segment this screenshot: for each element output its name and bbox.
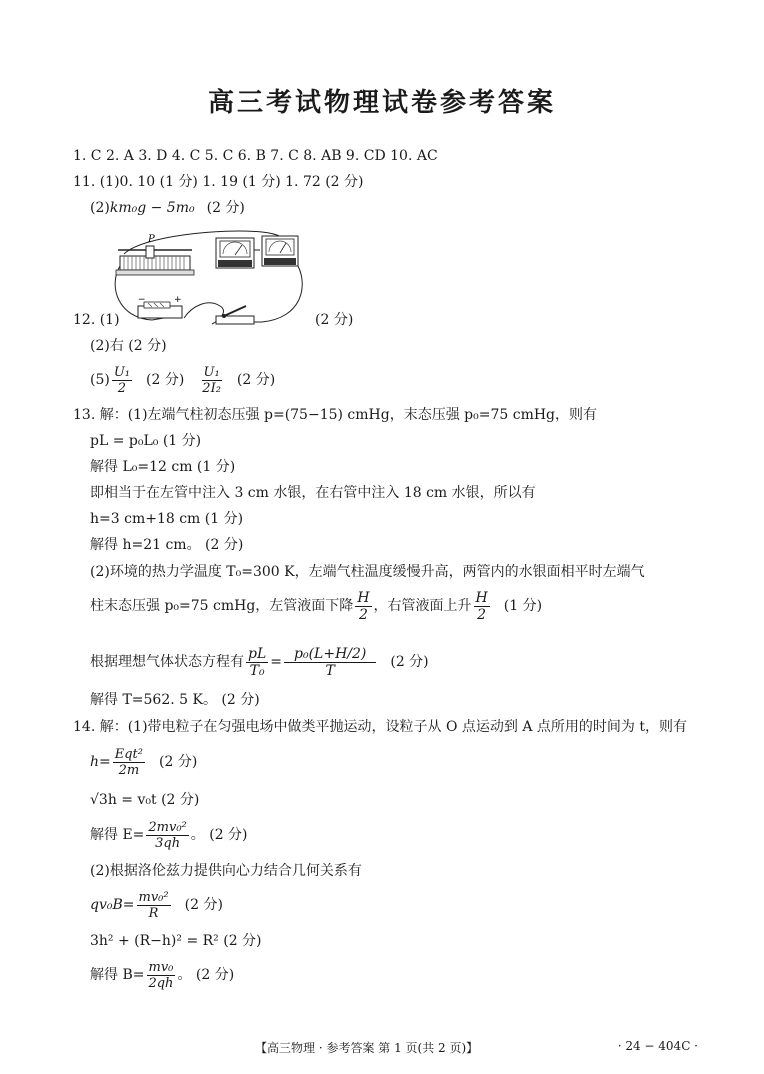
q14-line2 (90, 742, 197, 782)
q13-line5: h=3 cm+18 cm (1 分) (90, 511, 244, 527)
q14-line2-fraction: $\frac{\text{Eqt²}}{2m}$ (114, 746, 143, 778)
q13-line1: 13. 解：(1)左端气柱初态压强 p=(75−15) cmHg，末态压强 p₀=75 cmHg，则有 (73, 407, 598, 423)
q13-line9-prefix: 根据理想气体状态方程有 (90, 654, 244, 670)
q14-line4-prefix: 解得 E= (90, 827, 145, 843)
q14-line6 (90, 885, 223, 925)
q13-line8-text-a: 柱末态压强 p₀=75 cmHg，左管液面下降 (90, 598, 354, 614)
q13-line9-equals: = (270, 654, 282, 670)
q14-line3: √3h = v₀t (2 分) (90, 792, 200, 808)
q14-line8 (90, 955, 234, 995)
q13-line9-fraction2: $\frac{\text{p₀(L+H/2)}}{T}$ (284, 646, 376, 679)
q14-line2-score: (2 分) (159, 754, 198, 770)
q13-line2: pL = p₀L₀ (1 分) (90, 433, 202, 449)
page-title: 高三考试物理试卷参考答案 (207, 88, 556, 118)
q12-part5-score2: (2 分) (236, 372, 276, 388)
q14-line6-prefix: qv₀B= (90, 897, 135, 913)
q13-line8-score: (1 分) (503, 598, 543, 614)
q13-line8-text-b: ，右管液面上升 (373, 598, 472, 614)
q14-line4 (90, 815, 248, 855)
circuit-label-p: P (148, 234, 155, 245)
q14-line2-prefix: h= (90, 754, 111, 770)
q12-part5-score1: (2 分) (146, 372, 185, 388)
q12-part5-prefix: (5) (90, 372, 110, 388)
q11-part2 (90, 198, 245, 218)
q13-line9-fraction1: $\frac{pL}{\text{T₀}}$ (248, 645, 267, 679)
q12-part5-fraction1: $\frac{\text{U₁}}{2}$ (113, 364, 131, 396)
q13-line9-score: (2 分) (390, 654, 429, 670)
q14-line6-fraction: $\frac{\text{mv₀²}}{R}$ (138, 889, 169, 921)
battery-minus-label: − (138, 295, 146, 305)
q14-line8-fraction: $\frac{\text{mv₀}}{2qh}$ (148, 959, 174, 991)
voltmeter-icon (262, 236, 298, 266)
q12-part2: (2)右 (2 分) (90, 338, 167, 354)
q11-part1: 11. (1)0. 10 (1 分) 1. 19 (1 分) 1. 72 (2 分) (73, 174, 364, 190)
q13-line4: 即相当于在左管中注入 3 cm 水银，在右管中注入 18 cm 水银，所以有 (90, 485, 536, 501)
rheostat-icon (116, 246, 194, 275)
page-footer (0, 1039, 764, 1059)
q11-part2-score: (2 分) (206, 200, 245, 216)
q13-line8-fraction-h1: $\frac{H}{2}$ (357, 589, 370, 623)
q12-part5-fraction2: $\frac{\text{U₁}}{\text{2I₂}}$ (202, 364, 221, 396)
q14-line8-score: 。 (2 分) (177, 967, 235, 983)
q13-line9 (90, 640, 429, 684)
battery-plus-label: + (174, 295, 182, 305)
circuit-diagram (112, 226, 308, 330)
q12-part1 (73, 310, 120, 330)
q14-line4-fraction: $\frac{\text{2mv₀²}}{3qh}$ (148, 819, 187, 851)
footer-code: · 24 − 404C · (617, 1039, 698, 1053)
q14-line5: (2)根据洛伦兹力提供向心力结合几何关系有 (90, 863, 362, 879)
q14-line7: 3h² + (R−h)² = R² (2 分) (90, 933, 262, 949)
q13-line6: 解得 h=21 cm。 (2 分) (90, 537, 244, 553)
footer-page-info: 【高三物理 · 参考答案 第 1 页(共 2 页)】 (255, 1041, 479, 1055)
q13-line8 (90, 586, 542, 626)
q13-line3: 解得 L₀=12 cm (1 分) (90, 459, 236, 475)
q13-line10: 解得 T=562. 5 K。 (2 分) (90, 692, 260, 708)
switch-icon (216, 306, 254, 324)
ammeter-icon (216, 238, 254, 268)
q14-line4-score: 。 (2 分) (190, 827, 248, 843)
q13-line8-fraction-h2: $\frac{H}{2}$ (475, 589, 488, 623)
choice-answers: 1. C 2. A 3. D 4. C 5. C 6. B 7. C 8. AB 9. CD 10. AC (73, 148, 438, 164)
q14-line1: 14. 解：(1)带电粒子在匀强电场中做类平抛运动，设粒子从 O 点运动到 A 点所用的时间为 t，则有 (73, 719, 688, 735)
q14-line8-prefix: 解得 B= (90, 967, 145, 983)
q11-part2-prefix: (2) (90, 200, 110, 216)
q14-line6-score: (2 分) (184, 897, 223, 913)
q12-part5 (90, 360, 275, 400)
q12-part1-prefix: 12. (1) (73, 312, 120, 328)
q13-line7: (2)环境的热力学温度 T₀=300 K，左端气柱温度缓慢升高，两管内的水银面相平时左端气 (90, 564, 645, 580)
q12-part1-score: (2 分) (315, 312, 354, 328)
q11-part2-expr: km₀g − 5m₀ (109, 200, 195, 216)
circuit-wire-right-loop (252, 266, 302, 322)
